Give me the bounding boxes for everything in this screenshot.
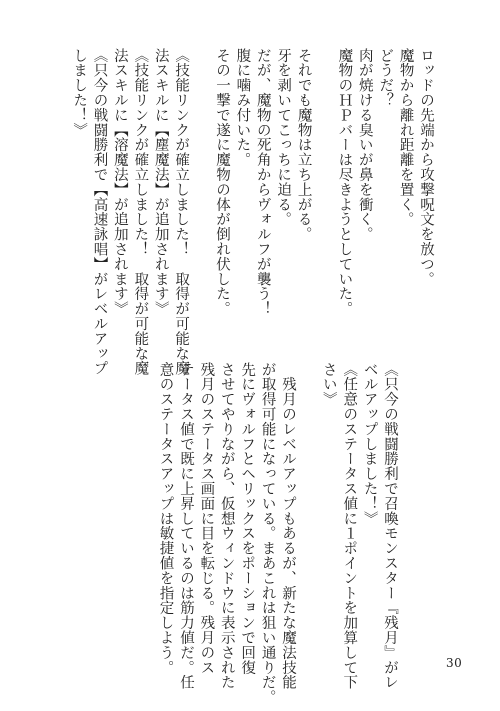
- text-column: [298, 362, 318, 652]
- text-column: 残月のレベルアップもあるが、新たな魔法技能: [279, 362, 296, 690]
- text-column: [314, 48, 334, 338]
- text-column: 残月のステータス画面に目を転じる。残月のス: [198, 362, 215, 675]
- text-column: 《技能リンクが確立しました！ 取得が可能な魔: [173, 48, 190, 376]
- text-column: 法スキルに【塵魔法】が追加されます》: [152, 48, 169, 317]
- text-column: テータス値で既に上昇しているのは筋力値だ。任: [177, 362, 194, 690]
- lower-text-block: [155, 362, 400, 705]
- text-column: 意のステータスアップは敏捷値を指定しよう。: [157, 362, 174, 675]
- text-column: 《只今の戦闘勝利で召喚モンスター『残月』がレ: [382, 362, 398, 690]
- text-column: 魔物のＨＰバーは尽きようとしていた。: [336, 48, 353, 317]
- text-column: 《只今の戦闘勝利で【高速詠唱】がレベルアップ: [91, 48, 108, 376]
- text-column: が取得可能になっている。まあこれは狙い通りだ。: [259, 362, 276, 705]
- text-column: それでも魔物は立ち上がる。: [295, 48, 312, 242]
- text-column: 腹に噛み付いた。: [234, 48, 251, 168]
- text-column: だが、魔物の死角からヴォルフが襲う！: [254, 48, 271, 317]
- text-column: 肉が焼ける臭いが鼻を衝く。: [356, 48, 373, 242]
- text-column: 牙を剥いてこっちに迫る。: [275, 48, 292, 227]
- page-number: 30: [446, 656, 463, 670]
- text-column: ベルアップしました！》: [361, 362, 378, 526]
- text-column: 法スキルに【溶魔法】が追加されます》: [111, 48, 128, 317]
- text-column: 《任意のステータス値に１ポイントを加算して下: [341, 362, 358, 690]
- upper-text-block: [69, 48, 436, 376]
- text-column: 《技能リンクが確立しました！ 取得が可能な魔: [132, 48, 149, 376]
- text-column: さい》: [320, 362, 337, 407]
- text-column: 先にヴォルフとヘリックスをポーションで回復: [239, 362, 256, 675]
- text-column: [191, 48, 211, 338]
- text-column: どうだ？: [377, 48, 394, 108]
- text-column: しました！》: [71, 48, 88, 138]
- text-column: 魔物から離れ距離を置く。: [397, 48, 414, 227]
- text-column: させてやりながら、仮想ウィンドウに表示された: [218, 362, 235, 690]
- text-column: ロッドの先端から攻撃呪文を放つ。: [418, 48, 434, 287]
- text-column: その一撃で遂に魔物の体が倒れ伏した。: [213, 48, 230, 317]
